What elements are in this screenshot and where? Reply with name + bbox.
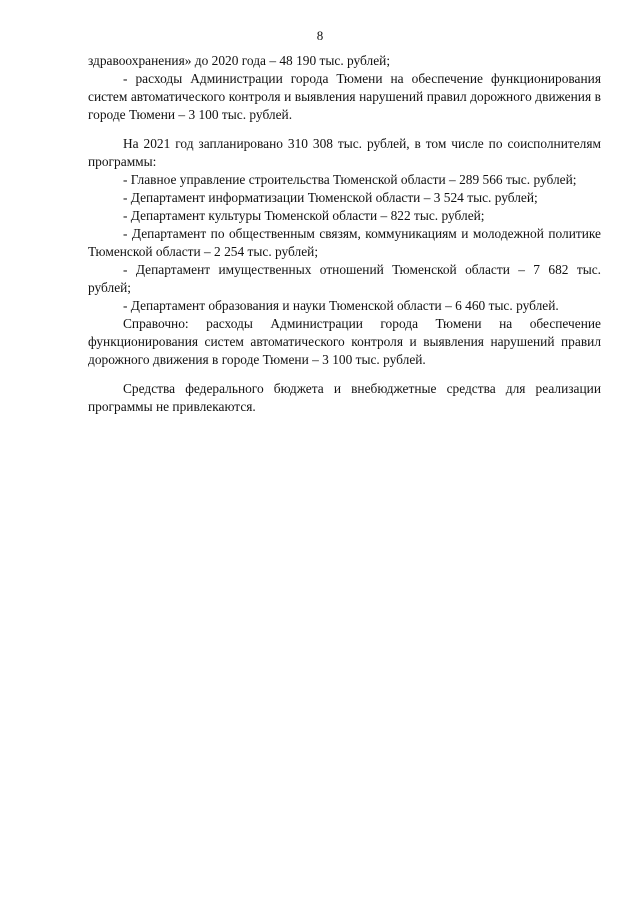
list-item-informatization: - Департамент информатизации Тюменской области – 3 524 тыс. рублей; (123, 190, 538, 205)
list-item-education: - Департамент образования и науки Тюменской области – 6 460 тыс. рублей. (123, 298, 559, 313)
list-item-property-relations: - Департамент имущественных отношений Тюменской области – 7 682 тыс. рублей; (88, 262, 601, 295)
paragraph-healthcare-2020: здравоохранения» до 2020 года – 48 190 тыс. рублей; (88, 53, 391, 68)
list-item-construction: - Главное управление строительства Тюменской области – 289 566 тыс. рублей; (123, 172, 577, 187)
paragraph-2021-planned: На 2021 год запланировано 310 308 тыс. рублей, в том числе по соисполнителям программы: (88, 136, 601, 169)
paragraph-federal-funds: Средства федерального бюджета и внебюджетные средства для реализации программы не привлекаются. (88, 381, 601, 414)
paragraph-reference-note: Справочно: расходы Администрации города Тюмени на обеспечение функционирования систем автоматического контроля и выявления нарушений правил дорожного движения в городе Тюмени – 3 100 тыс. рублей. (88, 316, 601, 367)
list-item-culture: - Департамент культуры Тюменской области – 822 тыс. рублей; (123, 208, 485, 223)
page-number: 8 (316, 28, 324, 43)
document-body (88, 52, 601, 416)
list-item-public-relations: - Департамент по общественным связям, коммуникациям и молодежной политике Тюменской области – 2 254 тыс. рублей; (88, 226, 601, 259)
paragraph-city-admin-expenses: - расходы Администрации города Тюмени на обеспечение функционирования систем автоматического контроля и выявления нарушений правил дорожного движения в городе Тюмени – 3 100 тыс. рублей. (88, 71, 601, 122)
